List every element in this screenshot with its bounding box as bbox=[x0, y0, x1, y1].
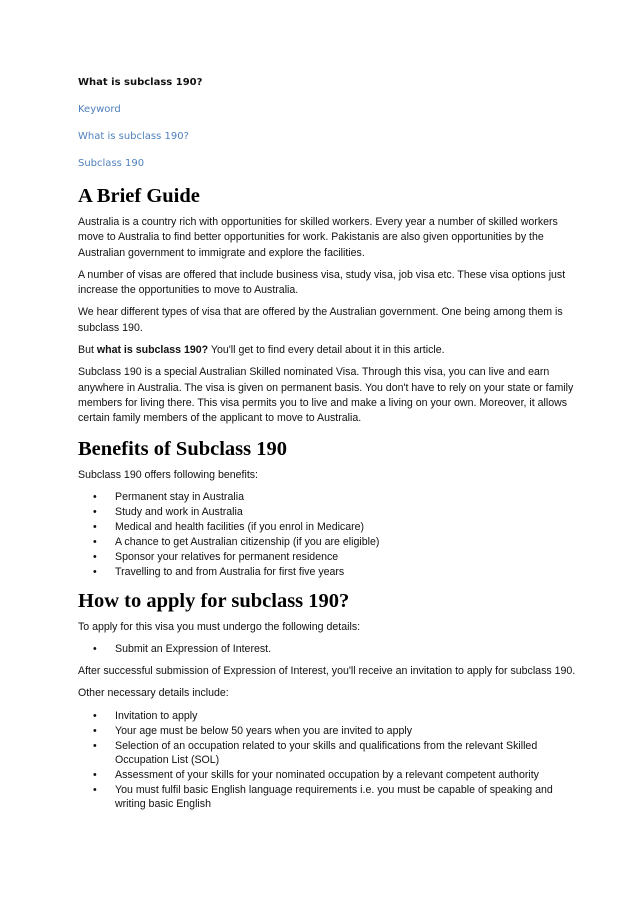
list-item bbox=[78, 550, 578, 564]
keyword-what-is-subclass-190: What is subclass 190? bbox=[78, 131, 189, 142]
list-item-text: Your age must be below 50 years when you are invited to apply bbox=[115, 724, 413, 737]
p4-suffix: You'll get to find every detail about it in this article. bbox=[208, 344, 445, 357]
apply-other: Other necessary details include: bbox=[78, 687, 229, 700]
list-item-text: Invitation to apply bbox=[115, 709, 198, 722]
benefits-intro: Subclass 190 offers following benefits: bbox=[78, 468, 259, 481]
bullet-icon: • bbox=[93, 535, 97, 548]
list-item-text: Medical and health facilities (if you enrol in Medicare) bbox=[115, 520, 365, 533]
p4-bold-question: what is subclass 190? bbox=[96, 344, 209, 357]
guide-paragraph-2: A number of visas are offered that include business visa, study visa, job visa etc. These visa options just increase the opportunities to move to Australia. bbox=[78, 268, 566, 297]
document-title: What is subclass 190? bbox=[78, 77, 203, 88]
list-item bbox=[78, 565, 578, 579]
bullet-icon: • bbox=[93, 505, 97, 518]
list-item-text: Sponsor your relatives for permanent residence bbox=[115, 550, 339, 563]
p4-prefix: But bbox=[78, 344, 97, 357]
apply-intro: To apply for this visa you must undergo the following details: bbox=[78, 620, 361, 633]
benefits-list bbox=[78, 490, 578, 579]
guide-paragraph-5: Subclass 190 is a special Australian Skilled nominated Visa. Through this visa, you can live and earn anywhere in Australia. The visa is given on permanent basis. You don't have to rely on your state or family members for living there. This visa permits you to live and make a living on your own. Moreover, it allows certain family members of the applicant to move to Australia. bbox=[78, 366, 574, 425]
list-item bbox=[78, 520, 578, 534]
list-item bbox=[78, 505, 578, 519]
list-item bbox=[78, 768, 578, 782]
apply-steps-list bbox=[78, 642, 578, 657]
list-item-text: Assessment of your skills for your nominated occupation by a relevant competent authority bbox=[115, 768, 539, 781]
apply-details-list bbox=[78, 709, 578, 811]
heading-benefits: Benefits of Subclass 190 bbox=[78, 437, 288, 460]
keyword-subclass-190: Subclass 190 bbox=[78, 158, 145, 169]
list-item-text: Permanent stay in Australia bbox=[115, 490, 244, 503]
guide-paragraph-3: We hear different types of visa that are offered by the Australian government. One being among them is subclass 190. bbox=[78, 306, 563, 334]
bullet-icon: • bbox=[93, 783, 97, 796]
keyword-label: Keyword bbox=[78, 104, 121, 115]
bullet-icon: • bbox=[93, 550, 97, 563]
bullet-icon: • bbox=[93, 709, 97, 722]
list-item bbox=[78, 724, 578, 738]
list-item-text: Travelling to and from Australia for first five years bbox=[115, 565, 345, 578]
heading-how-to-apply: How to apply for subclass 190? bbox=[78, 589, 350, 612]
heading-brief-guide: A Brief Guide bbox=[78, 185, 200, 207]
bullet-icon: • bbox=[93, 643, 97, 656]
list-item bbox=[78, 535, 578, 549]
list-item-text: A chance to get Australian citizenship (if you are eligible) bbox=[115, 535, 380, 548]
list-item bbox=[78, 490, 578, 504]
list-item bbox=[78, 642, 578, 657]
bullet-icon: • bbox=[93, 724, 97, 737]
bullet-icon: • bbox=[93, 520, 97, 533]
list-item-text: Submit an Expression of Interest. bbox=[115, 643, 272, 656]
bullet-icon: • bbox=[93, 739, 97, 752]
list-item-text: Study and work in Australia bbox=[115, 505, 243, 518]
guide-paragraph-1: Australia is a country rich with opportunities for skilled workers. Every year a number of skilled workers move to Australia to find better opportunities for work. Pakistanis are also given opportunities by the Australian government to immigrate and explore the facilities. bbox=[78, 216, 558, 259]
list-item bbox=[78, 739, 578, 767]
apply-after: After successful submission of Expression of Interest, you'll receive an invitation to apply for subclass 190. bbox=[78, 665, 576, 678]
list-item bbox=[78, 783, 578, 811]
guide-paragraph-4 bbox=[78, 343, 578, 358]
list-item-text: Selection of an occupation related to your skills and qualifications from the relevant Skilled Occupation List (SOL) bbox=[115, 739, 538, 766]
bullet-icon: • bbox=[93, 490, 97, 503]
bullet-icon: • bbox=[93, 768, 97, 781]
list-item-text: You must fulfil basic English language requirements i.e. you must be capable of speaking and writing basic English bbox=[115, 783, 553, 810]
list-item bbox=[78, 709, 578, 723]
bullet-icon: • bbox=[93, 565, 97, 578]
